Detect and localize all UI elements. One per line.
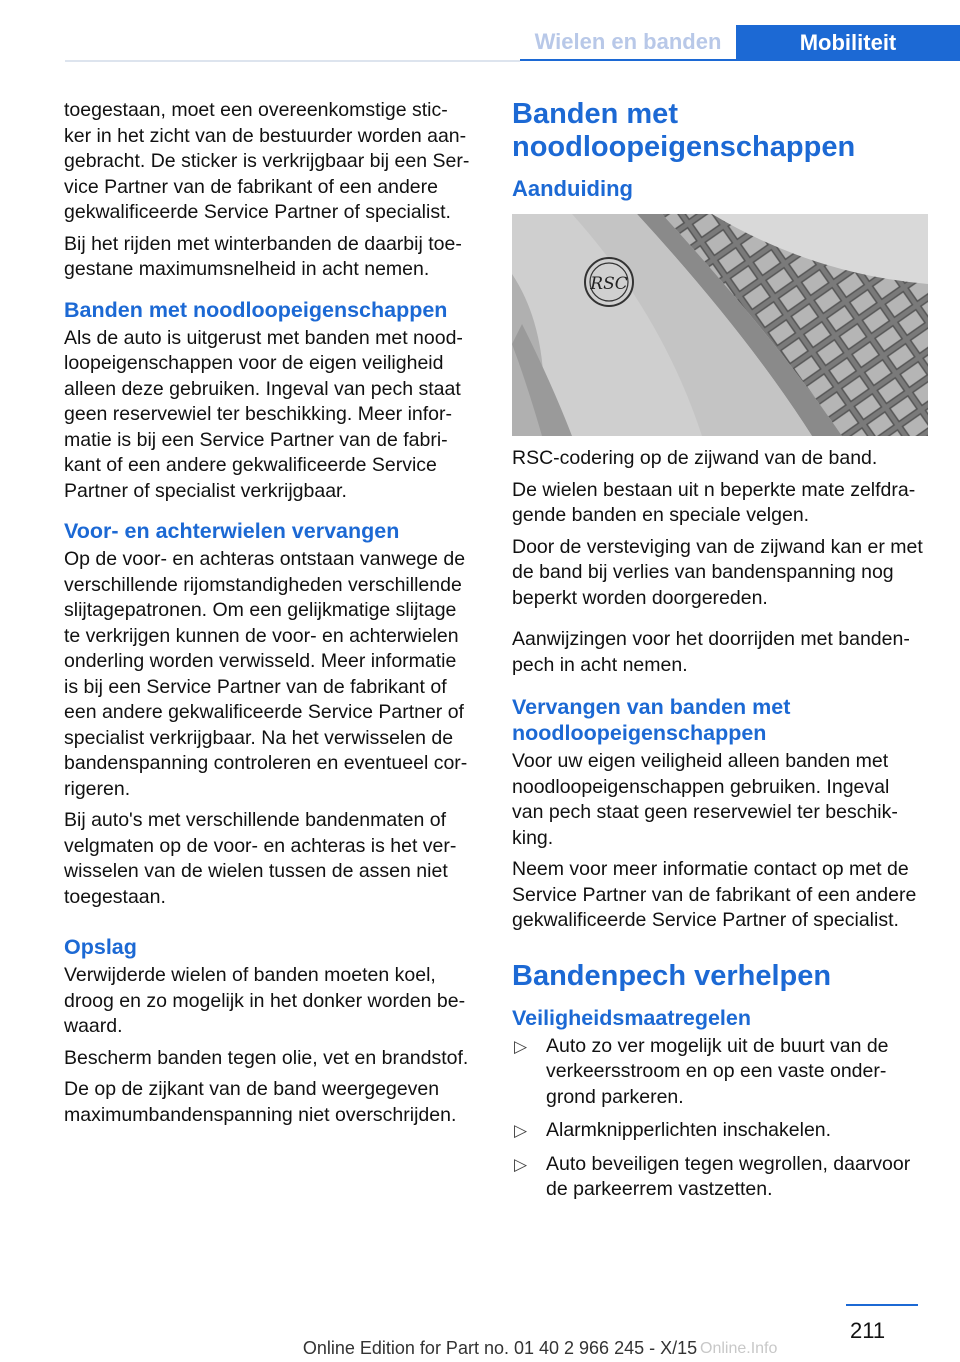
triangle-bullet-icon: ▷ (514, 1121, 528, 1140)
list-item: ▷ Alarmknipperlichten inschakelen. (512, 1118, 930, 1144)
watermark: Online.Info (700, 1340, 778, 1357)
rsc-logo: RSC (590, 274, 628, 294)
paragraph: Voor uw eigen veiligheid alleen banden met noodloopeigenschappen gebruiken. Ingeval van pech staat geen reservewiel ter beschik- king. (512, 750, 898, 849)
paragraph: Verwijderde wielen of banden moeten koel, droog en zo mogelijk in het donker worden be- waard. (64, 964, 466, 1037)
heading-rotate-wheels: Voor- en achterwielen vervangen (64, 519, 400, 543)
section-tab: Wielen en banden (520, 25, 736, 61)
chapter-tab: Mobiliteit (736, 25, 960, 61)
paragraph: toegestaan, moet een overeenkomstige stic- ker in het zicht van de bestuurder worden aan- gebracht. De sticker is verkrijgbaar bij een Ser- vice Partner van de fabrikant of een andere gekwalificeerde Service Partner of specialist. (64, 99, 470, 223)
footer-rule (846, 1304, 918, 1306)
list-item: ▷ Auto beveiligen tegen wegrollen, daarvoor de parkeerrem vastzetten. (514, 1152, 911, 1200)
header-rule (65, 60, 520, 62)
left-column (64, 98, 482, 1134)
paragraph: Aanwijzingen voor het doorrijden met banden- pech in acht nemen. (512, 628, 910, 676)
list-item: ▷ Auto zo ver mogelijk uit de buurt van de verkeersstroom en op een vaste onder- grond parkeren. (514, 1034, 889, 1108)
heading-runflat-tyres: Banden met noodloopeigenschappen (512, 98, 856, 163)
paragraph: Bij het rijden met winterbanden de daarbij toe- gestane maximumsnelheid in acht nemen. (64, 232, 462, 280)
heading-runflat: Banden met noodloopeigenschappen (64, 297, 448, 322)
triangle-bullet-icon: ▷ (514, 1154, 528, 1174)
heading-safety: Veiligheidsmaatregelen (512, 1005, 751, 1030)
heading-storage: Opslag (64, 935, 137, 959)
paragraph: Bescherm banden tegen olie, vet en brandstof. (64, 1046, 469, 1069)
triangle-bullet-icon: ▷ (514, 1036, 528, 1056)
right-column (512, 98, 930, 1211)
paragraph: Bij auto's met verschillende bandenmaten of velgmaten op de voor- en achteras is het ver- wisselen van de wielen tussen de assen niet toegestaan. (64, 809, 457, 908)
tyre-sidewall-image (512, 214, 928, 436)
heading-marking: Aanduiding (512, 176, 633, 201)
heading-replace-runflat: Vervangen van banden met noodloopeigenschappen (512, 695, 791, 745)
paragraph: Door de versteviging van de zijwand kan er met de band bij verlies van bandenspanning nog beperkt worden doorgereden. (512, 535, 923, 609)
paragraph: Op de voor- en achteras ontstaan vanwege de verschillende rijomstandigheden verschillende slijtagepatronen. Om een gelijkmatige slijtage te verkrijgen kunnen de voor- en achterwielen onderling worden verwisseld. Meer informatie is bij een Service Partner van de fabrikant of een andere gekwalificeerde Service Partner of specialist verkrijgbaar. Na het verwisselen de bandenspanning controleren en eventueel cor- rigeren. (64, 548, 468, 800)
header-tabs (520, 25, 960, 61)
paragraph: De wielen bestaan uit n beperkte mate zelfdra- gende banden en speciale velgen. (512, 478, 916, 526)
paragraph: Als de auto is uitgerust met banden met nood- loopeigenschappen voor de eigen veiligheid alleen deze gebruiken. Ingeval van pech staat geen reservewiel ter beschikking. Meer infor- matie is bij een Service Partner van de fabri- kant of een andere gekwalificeerde Service Partner of specialist verkrijgbaar. (64, 326, 463, 502)
edition-footer: Online Edition for Part no. 01 40 2 966 245 - X/15 (302, 1338, 698, 1358)
heading-flat-tyre: Bandenpech verhelpen (512, 959, 832, 992)
paragraph: De op de zijkant van de band weergegeven maximumbandenspanning niet overschrijden. (64, 1078, 457, 1126)
safety-list (512, 1034, 930, 1203)
tyre-illustration (512, 214, 928, 436)
paragraph: RSC-codering op de zijwand van de band. (512, 447, 878, 469)
paragraph: Neem voor meer informatie contact op met de Service Partner van de fabrikant of een andere gekwalificeerde Service Partner of specialist. (512, 858, 917, 931)
page-number: 211 (850, 1318, 886, 1343)
